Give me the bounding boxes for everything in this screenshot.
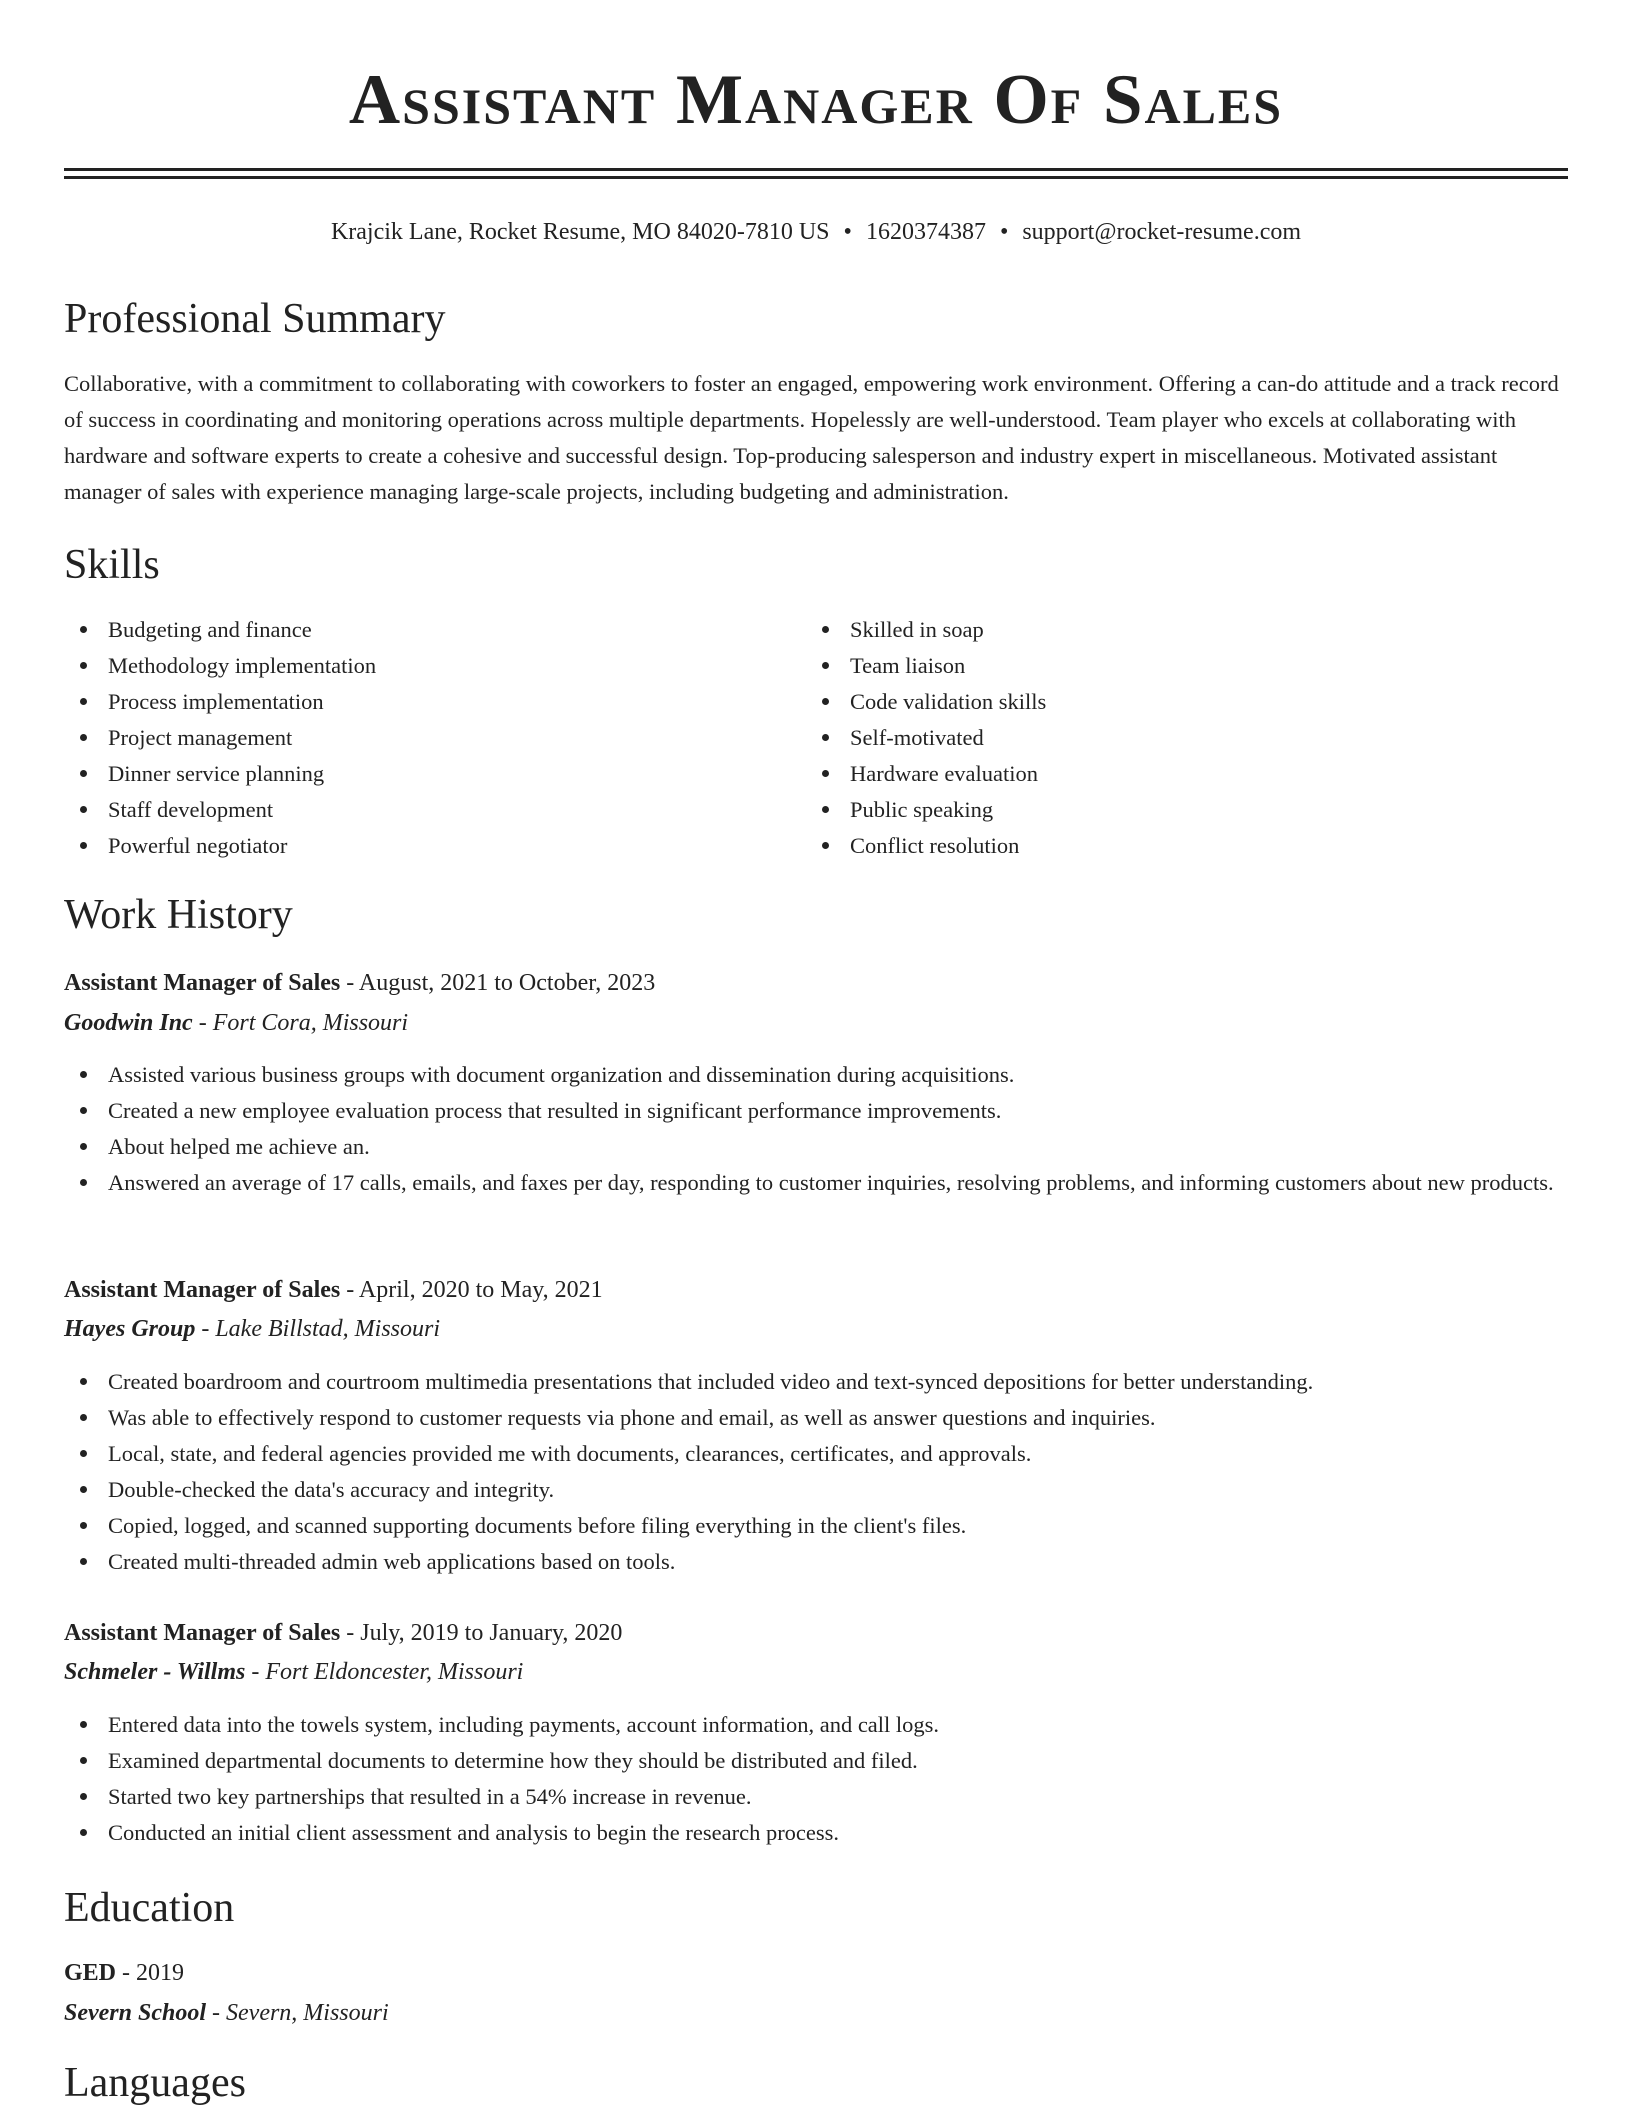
skill-item: Team liaison xyxy=(806,648,1546,684)
job-company-line xyxy=(64,1006,408,1040)
job-dates: - July, 2019 to January, 2020 xyxy=(340,1620,623,1646)
skill-item: Powerful negotiator xyxy=(64,828,804,864)
summary-text: Collaborative, with a commitment to collaborating with coworkers to foster an engaged, empowering work environment. Offering a can-do attitude and a track record of success in coordinating and monitoring operations across multiple departments. Hopelessly are well-understood. Team player who excels at collaborating with hardware and software experts to create a cohesive and successful design. Top-producing salesperson and industry expert in miscellaneous. Motivated assistant manager of sales with experience managing large-scale projects, including budgeting and administration. xyxy=(64,371,1559,504)
skill-item: Process implementation xyxy=(64,684,804,720)
job-bullets xyxy=(64,1364,1568,1580)
job-bullet: Answered an average of 17 calls, emails, and faxes per day, responding to customer inquiries, resolving problems, and informing customers about new products. xyxy=(64,1165,1568,1201)
job-role: Assistant Manager of Sales xyxy=(64,1277,341,1303)
job-role: Assistant Manager of Sales xyxy=(64,970,341,996)
job-company: Hayes Group xyxy=(64,1316,196,1342)
work-history-heading: Work History xyxy=(64,892,293,938)
skill-item: Code validation skills xyxy=(806,684,1546,720)
job-company-line xyxy=(64,1312,440,1346)
education-degree: GED xyxy=(64,1960,117,1986)
education-location: - Severn, Missouri xyxy=(206,2000,389,2026)
job-bullet: Double-checked the data's accuracy and integrity. xyxy=(64,1472,1568,1508)
contact-line xyxy=(64,216,1568,248)
job-company: Schmeler - Willms xyxy=(64,1659,246,1685)
languages-heading: Languages xyxy=(64,2060,246,2106)
skill-item: Conflict resolution xyxy=(806,828,1546,864)
job-dates: - August, 2021 to October, 2023 xyxy=(340,970,656,996)
resume-title: Assistant Manager Of Sales xyxy=(348,61,1284,139)
skill-item: Self-motivated xyxy=(806,720,1546,756)
job-bullet: Assisted various business groups with document organization and dissemination during acquisitions. xyxy=(64,1057,1568,1093)
education-school: Severn School xyxy=(64,2000,207,2026)
job-bullet: Copied, logged, and scanned supporting documents before filing everything in the client's files. xyxy=(64,1508,1568,1544)
job-heading xyxy=(64,966,655,1000)
job-heading xyxy=(64,1616,622,1650)
contact-address: Krajcik Lane, Rocket Resume, MO 84020-7810 US xyxy=(330,219,830,245)
contact-separator: • xyxy=(999,219,1009,245)
skill-item: Public speaking xyxy=(806,792,1546,828)
job-bullet: Created boardroom and courtroom multimedia presentations that included video and text-synced depositions for better understanding. xyxy=(64,1364,1568,1400)
job-bullet: Conducted an initial client assessment and analysis to begin the research process. xyxy=(64,1815,1568,1851)
education-heading: Education xyxy=(64,1885,235,1931)
job-bullet: Was able to effectively respond to customer requests via phone and email, as well as answer questions and inquiries. xyxy=(64,1400,1568,1436)
skill-item: Hardware evaluation xyxy=(806,756,1546,792)
job-location: - Lake Billstad, Missouri xyxy=(195,1316,441,1342)
skill-item: Methodology implementation xyxy=(64,648,804,684)
job-bullet: Local, state, and federal agencies provided me with documents, clearances, certificates, and approvals. xyxy=(64,1436,1568,1472)
job-bullet: Started two key partnerships that resulted in a 54% increase in revenue. xyxy=(64,1779,1568,1815)
skill-item: Staff development xyxy=(64,792,804,828)
title-divider-bottom xyxy=(64,176,1568,179)
job-bullet: Examined departmental documents to determine how they should be distributed and filed. xyxy=(64,1743,1568,1779)
job-bullet: Entered data into the towels system, including payments, account information, and call logs. xyxy=(64,1707,1568,1743)
skill-item: Project management xyxy=(64,720,804,756)
contact-separator: • xyxy=(843,219,852,245)
job-location: - Fort Cora, Missouri xyxy=(192,1010,409,1036)
skills-list-right xyxy=(806,612,1546,864)
skill-item: Skilled in soap xyxy=(806,612,1546,648)
job-dates: - April, 2020 to May, 2021 xyxy=(340,1277,603,1303)
education-heading-line xyxy=(64,1956,184,1990)
job-role: Assistant Manager of Sales xyxy=(64,1620,341,1646)
education-year: - 2019 xyxy=(116,1960,185,1986)
job-heading xyxy=(64,1273,603,1307)
education-school-line xyxy=(64,1996,389,2030)
skill-item: Budgeting and finance xyxy=(64,612,804,648)
skills-list-left xyxy=(64,612,804,864)
contact-phone: 1620374387 xyxy=(865,219,986,245)
title-divider-top xyxy=(64,168,1568,171)
job-location: - Fort Eldoncester, Missouri xyxy=(245,1659,524,1685)
job-bullets xyxy=(64,1707,1568,1851)
skills-heading: Skills xyxy=(64,542,160,588)
job-bullet: Created multi-threaded admin web applications based on tools. xyxy=(64,1544,1568,1580)
job-bullets xyxy=(64,1057,1568,1201)
job-company-line xyxy=(64,1655,523,1689)
job-bullet: Created a new employee evaluation process that resulted in significant performance improvements. xyxy=(64,1093,1568,1129)
contact-email[interactable]: support@rocket-resume.com xyxy=(1022,219,1302,245)
job-company: Goodwin Inc xyxy=(64,1010,193,1036)
skill-item: Dinner service planning xyxy=(64,756,804,792)
job-bullet: About helped me achieve an. xyxy=(64,1129,1568,1165)
summary-heading: Professional Summary xyxy=(64,296,446,342)
